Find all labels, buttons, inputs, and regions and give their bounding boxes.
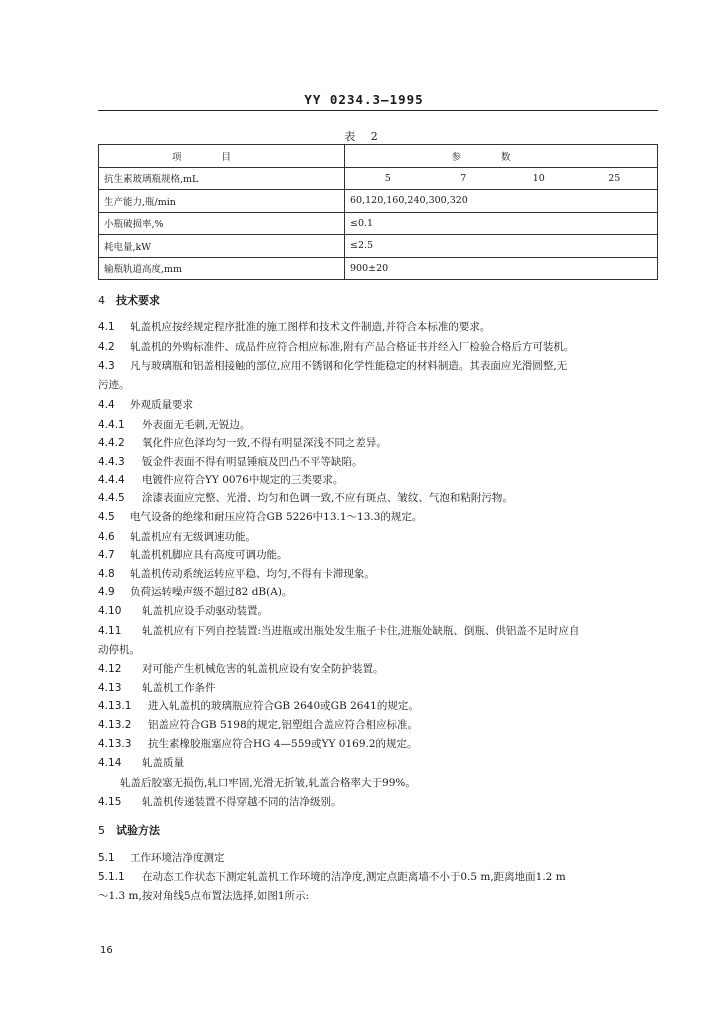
clause-number: 4.8 — [98, 568, 115, 580]
clause-number: 4.4.3 — [98, 456, 125, 468]
row-value: 60,120,160,240,300,320 — [345, 190, 658, 213]
clause-number: 4.7 — [98, 549, 115, 561]
row-value: ≤2.5 — [345, 235, 658, 258]
clause-number: 4.4.4 — [98, 474, 125, 486]
clause — [98, 585, 292, 599]
clause — [98, 359, 567, 373]
clause-text: 轧盖机工作条件 — [142, 682, 216, 694]
clause-continuation: ～1.3 m,按对角线5点布置法选择,如图1所示: — [98, 890, 310, 902]
clause — [98, 418, 250, 432]
clause-number: 4.11 — [98, 625, 122, 637]
clause-number: 4.13 — [98, 682, 122, 694]
clause — [98, 340, 574, 354]
clause-text: 抗生素橡胶瓶塞应符合HG 4—559或YY 0169.2的规定。 — [148, 738, 418, 750]
row-label: 小瓶破损率,% — [99, 212, 345, 235]
clause-number: 4.1 — [98, 321, 115, 333]
clause-text: 轧盖机应有下列自控装置:当进瓶或出瓶处发生瓶子卡住,进瓶处缺瓶、倒瓶、供铝盖不足时应自 — [142, 625, 580, 637]
standard-number-header: YY 0234.3—1995 — [304, 92, 424, 107]
clause-number: 4.5 — [98, 511, 115, 523]
section-5-heading — [98, 822, 160, 838]
clause-text: 电镀件应符合YY 0076中规定的三类要求。 — [142, 474, 344, 486]
clause — [98, 436, 387, 450]
value-cell: 25 — [608, 172, 621, 184]
clause-number: 4.4.1 — [98, 419, 125, 431]
clause-text: 轧盖机的外购标准件、成品件应符合相应标准,附有产品合格证书并经入厂检验合格后方可装机。 — [130, 341, 575, 353]
spec-table — [98, 144, 658, 280]
table-header-row — [99, 145, 658, 168]
clause — [98, 320, 490, 334]
clause — [98, 737, 418, 751]
clause-number: 4.12 — [98, 663, 122, 675]
clause-text: 氧化件应色泽均匀一致,不得有明显深浅不同之差异。 — [142, 437, 387, 449]
clause-continuation: 动停机。 — [98, 644, 140, 656]
table-row — [99, 257, 658, 280]
clause-text: 轧盖机应有无级调速功能。 — [130, 531, 256, 543]
section-title: 试验方法 — [116, 824, 160, 837]
clause — [98, 398, 193, 412]
clause — [98, 604, 268, 618]
clause — [98, 455, 363, 469]
clause-text: 轧盖机机脚应具有高度可调功能。 — [130, 549, 288, 561]
clause-number: 5.1 — [98, 852, 115, 864]
clause-text: 凡与玻璃瓶和铝盖相接触的部位,应用不锈钢和化学性能稳定的材料制造。其表面应光滑圆整,无 — [130, 360, 568, 372]
value-cell: 7 — [460, 172, 467, 184]
row-values — [345, 167, 658, 190]
clause-number: 4.14 — [98, 757, 122, 769]
clause-continuation: 污迹。 — [98, 379, 130, 391]
clause-text: 在动态工作状态下测定轧盖机工作环境的洁净度,测定点距离墙不小于0.5 m,距离地面1.2 m — [142, 871, 566, 883]
clause-text: 工作环境洁净度测定 — [130, 852, 225, 864]
clause-number: 4.13.3 — [98, 738, 132, 750]
row-label: 生产能力,瓶/min — [99, 190, 345, 213]
clause-text: 对可能产生机械危害的轧盖机应设有安全防护装置。 — [142, 663, 384, 675]
clause — [98, 699, 419, 713]
row-label: 输瓶轨道高度,mm — [99, 257, 345, 280]
clause-number: 4.6 — [98, 531, 115, 543]
clause-number: 4.13.2 — [98, 719, 132, 731]
clause — [98, 756, 184, 770]
section-number: 4 — [98, 294, 105, 307]
table-caption: 表 2 — [344, 130, 384, 143]
clause-number: 4.15 — [98, 796, 122, 808]
value-cell: 5 — [384, 172, 391, 184]
clause-number: 4.4.5 — [98, 492, 125, 504]
clause-text: 轧盖质量 — [142, 757, 184, 769]
table-row — [99, 190, 658, 213]
clause-text: 负荷运转噪声级不超过82 dB(A)。 — [130, 586, 293, 598]
value-cell: 10 — [532, 172, 545, 184]
clause-text: 外观质量要求 — [130, 399, 193, 411]
clause — [98, 662, 384, 676]
clause — [98, 870, 566, 884]
table-row — [99, 212, 658, 235]
row-value: ≤0.1 — [345, 212, 658, 235]
clause — [98, 510, 422, 524]
section-4-heading — [98, 292, 160, 308]
header-rule — [98, 110, 658, 111]
clause-text: 电气设备的绝缘和耐压应符合GB 5226中13.1～13.3的规定。 — [130, 511, 423, 523]
clause-text: 钣金件表面不得有明显锤痕及凹凸不平等缺陷。 — [142, 456, 363, 468]
clause-number: 4.3 — [98, 360, 115, 372]
clause — [120, 776, 416, 790]
col-header-item: 项目 — [99, 145, 345, 168]
row-value: 900±20 — [345, 257, 658, 280]
row-label: 耗电量,kW — [99, 235, 345, 258]
clause-number: 4.10 — [98, 605, 122, 617]
page-number: 16 — [100, 945, 113, 956]
clause — [98, 681, 216, 695]
row-label: 抗生素玻璃瓶规格,mL — [99, 167, 345, 190]
clause — [98, 491, 513, 505]
clause-text: 外表面无毛刺,无锐边。 — [142, 419, 251, 431]
table-row — [99, 167, 658, 190]
col-header-params: 参数 — [345, 145, 658, 168]
clause-text: 铝盖应符合GB 5198的规定,铝塑组合盖应符合相应标准。 — [148, 719, 418, 731]
clause-text: 轧盖后胶塞无损伤,轧口牢固,光滑无折皱,轧盖合格率大于99%。 — [120, 777, 416, 789]
clause-text: 轧盖机传动系统运转应平稳、均匀,不得有卡滞现象。 — [130, 568, 375, 580]
clause-number: 4.4.2 — [98, 437, 125, 449]
clause-text: 轧盖机应设手动驱动装置。 — [142, 605, 268, 617]
clause — [98, 624, 579, 638]
table-row — [99, 235, 658, 258]
clause — [98, 851, 225, 865]
clause — [98, 795, 342, 809]
clause — [98, 567, 375, 581]
section-number: 5 — [98, 824, 105, 837]
clause-number: 4.9 — [98, 586, 115, 598]
clause-number: 4.2 — [98, 341, 115, 353]
clause-text: 进入轧盖机的玻璃瓶应符合GB 2640或GB 2641的规定。 — [148, 700, 419, 712]
clause-number: 5.1.1 — [98, 871, 125, 883]
clause-number: 4.4 — [98, 399, 115, 411]
clause-text: 轧盖机传递装置不得穿越不同的洁净级别。 — [142, 796, 342, 808]
clause — [98, 548, 288, 562]
clause — [98, 530, 256, 544]
clause — [98, 718, 418, 732]
clause-text: 涂漆表面应完整、光滑、均匀和色调一致,不应有斑点、皱纹、气泡和粘附污物。 — [142, 492, 513, 504]
section-title: 技术要求 — [116, 294, 160, 307]
clause-text: 轧盖机应按经规定程序批准的施工图样和技术文件制造,并符合本标准的要求。 — [130, 321, 491, 333]
clause-number: 4.13.1 — [98, 700, 132, 712]
clause — [98, 473, 343, 487]
